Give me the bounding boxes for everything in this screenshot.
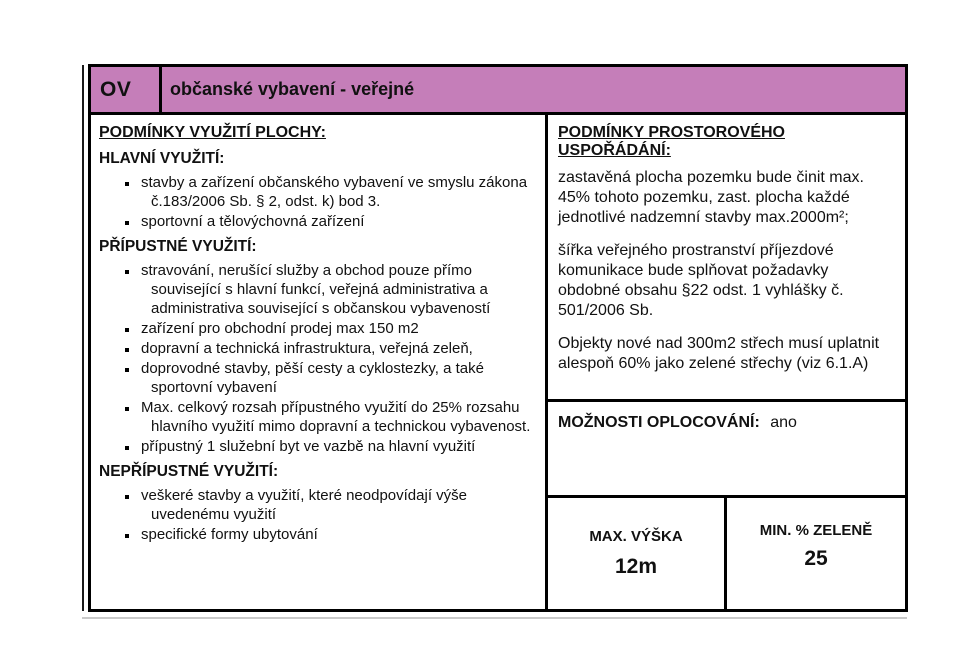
zone-code-cell (91, 67, 162, 115)
min-green-label: MIN. % ZELENĚ (759, 522, 873, 539)
spatial-paragraph: zastavěná plocha pozemku bude činit max. 45% tohoto pozemku, zast. plocha každé jednotlivé nadzemní stavby max.2000m²; (558, 169, 864, 226)
spatial-paragraph: šířka veřejného prostranství příjezdové komunikace bude splňovat požadavky obdobné obsahu §22 odst. 1 vyhlášky č. 501/2006 Sb. (558, 242, 844, 319)
min-green-value: 25 (804, 547, 828, 570)
usage-item: Max. celkový rozsah přípustného využití do 25% rozsahu hlavního využití mimo dopravní a technickou vybavenost. (99, 398, 535, 436)
main-usage-title: HLAVNÍ VYUŽITÍ: (99, 150, 225, 167)
permissible-usage-title: PŘÍPUSTNÉ VYUŽITÍ: (99, 238, 257, 255)
usage-item: dopravní a technická infrastruktura, veřejná zeleň, (99, 339, 535, 358)
usage-item: specifické formy ubytování (99, 525, 535, 544)
impermissible-usage-title: NEPŘÍPUSTNÉ VYUŽITÍ: (99, 463, 279, 480)
min-green-cell (727, 498, 905, 609)
permissible-usage-list (99, 261, 535, 456)
usage-conditions-cell (91, 115, 548, 609)
fencing-value: ano (770, 414, 797, 431)
max-height-label: MAX. VÝŠKA (589, 528, 683, 545)
usage-item: doprovodné stavby, pěší cesty a cyklostezky, a také sportovní vybavení (99, 359, 535, 397)
zone-title: občanské vybavení - veřejné (170, 79, 415, 99)
usage-conditions-heading: PODMÍNKY VYUŽITÍ PLOCHY: (99, 124, 326, 141)
spatial-conditions-cell (548, 115, 905, 402)
zone-code: OV (100, 77, 132, 101)
usage-item: stavby a zařízení občanského vybavení ve smyslu zákona č.183/2006 Sb. § 2, odst. k) bod 3. (99, 173, 535, 211)
zone-title-cell (162, 67, 905, 115)
impermissible-usage-list (99, 486, 535, 544)
main-usage-list (99, 173, 535, 231)
max-height-cell (548, 498, 727, 609)
spatial-conditions-heading: PODMÍNKY PROSTOROVÉHO USPOŘÁDÁNÍ: (558, 124, 785, 159)
usage-item: zařízení pro obchodní prodej max 150 m2 (99, 319, 535, 338)
fencing-label: MOŽNOSTI OPLOCOVÁNÍ: (558, 414, 760, 431)
usage-item: stravování, nerušící služby a obchod pouze přímo související s hlavní funkcí, veřejná administrativa a administrativa související s občanskou vybaveností (99, 261, 535, 318)
zoning-regulation-table (88, 64, 908, 612)
usage-item: přípustný 1 služební byt ve vazbě na hlavní využití (99, 437, 535, 456)
usage-item: veškeré stavby a využití, které neodpovídají výše uvedenému využití (99, 486, 535, 524)
spatial-paragraph: Objekty nové nad 300m2 střech musí uplatnit alespoň 60% jako zelené střechy (viz 6.1.A) (558, 335, 880, 372)
usage-item: sportovní a tělovýchovná zařízení (99, 212, 535, 231)
fencing-line (558, 414, 895, 432)
max-height-value: 12m (614, 555, 658, 578)
fencing-cell (548, 402, 905, 498)
